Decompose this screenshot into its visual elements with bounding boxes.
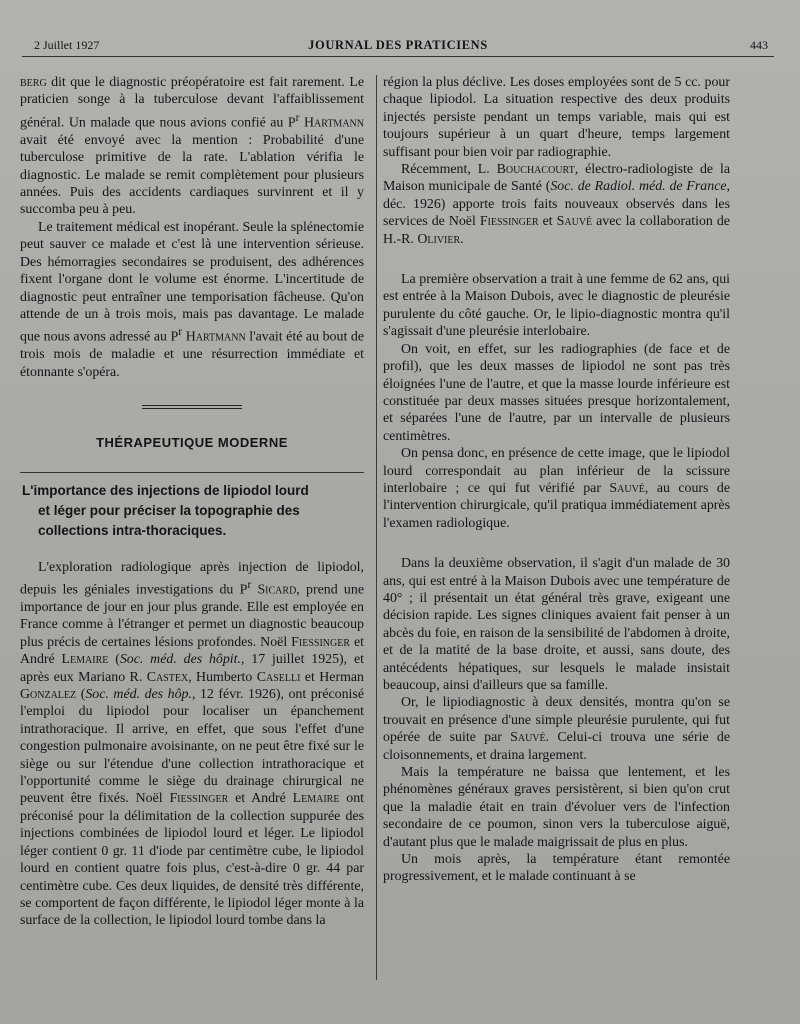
left-column [20,74,364,930]
paragraph: L'exploration radiologique après injection de lipiodol, depuis les géniales investigations du $P^r$ Sicard, prend une importance de jour en jour plus grande. Elle est employée en France comme à l'étranger et permet un diagnostic beaucoup plus précis de certaines lésions profondes. Noël Fiessinger et André Lemaire (Soc. méd. des hôpit., 17 juillet 1925), et après eux Mariano R. Castex, Humberto Caselli et Herman Gonzalez (Soc. méd. des hôp., 12 févr. 1926), ont préconisé l'emploi du lipiodol pour localiser un épanchement intrathoracique. Il arrive, en effet, que sous l'effet d'une congestion pulmonaire avoisinante, on ne peut être fixé sur le siège ou sur l'étendue d'une collection intrathoracique et l'opportunité comme le siège du drainage chirurgical ne peuvent être fixés. Noël Fiessinger et André Lemaire ont préconisé pour la délimitation de la collection suppurée des injections combinées de lipiodol lourd et léger. Le lipiodol léger contient 0 gr. 11 d'iode par centimètre cube, le lipiodol lourd en contient quatre fois plus, c'est-à-dire 0 gr. 44 par centimètre cube. Ces deux liquides, de densité très différente, se comportent de façon différente, le lipiodol léger monte à la surface de la collection, le lipiodol lourd tombe dans la [20,559,364,929]
column-divider [376,75,377,980]
paragraph: Dans la deuxième observation, il s'agit d'un malade de 30 ans, qui est entré à la Maison Dubois avec une température de 40° ; il présentait un état général très grave, exigeant une décision rapide. Les signes cliniques avaient fait penser à un abcès du foie, en raison de la sensibilité de l'abdomen à droite, et de la matité de la base droite, et aussi, sans doute, des antécédents hépatiques, sur lesquels le malade insistait beaucoup, ainsi d'ailleurs que sa famille. [383,556,730,693]
page-number: 443 [750,38,768,52]
section-heading: THÉRAPEUTIQUE MODERNE [96,435,288,451]
paragraph: Le traitement médical est inopérant. Seule la splénectomie peut sauver ce malade et c'est là une intervention sérieuse. Des hémorragies secondaires se produisent, des adhérences fixent l'organe dont le volume est énorme. L'incertitude de diagnostic peut entraîner une temporisation fâcheuse. Qu'on attende de un à trois mois, mais pas davantage. Le malade que nous avons adressé au $P^r$ Hartmann l'avait été au bout de trois mois de maladie et une résurrection immédiate et étonnante s'opéra. [20,219,364,380]
right-column [383,74,730,886]
paragraph: Or, le lipiodiagnostic à deux densités, montra qu'on se trouvait en présence d'une simple pleurésie purulente, qui fut opérée de suite par Sauvé. Celui-ci trouva une série de cloisonnements, et draina largement. [383,695,730,763]
paragraph: berg dit que le diagnostic préopératoire est fait rarement. Le praticien songe à la tuberculose devant l'affaiblissement général. Un malade que nous avions confié au $P^r$ Hartmann avait été envoyé avec la mention : Probabilité d'une tuberculose primitive de la rate. L'ablation vérifia le diagnostic. Le malade se remit complètement pour plusieurs années. Puis des accidents cardiaques survinrent et il y succomba peu à peu. [20,75,364,218]
paragraph: région la plus déclive. Les doses employées sont de 5 cc. pour chaque lipiodol. La situation respective des deux produits injectés persiste pendant un temps variable, mais qui est toujours supérieur à un quart d'heure, temps largement suffisant pour bien voir par radiographie. [383,75,730,160]
paragraph: La première observation a trait à une femme de 62 ans, qui est entrée à la Maison Dubois, avec le diagnostic de pleurésie purulente du côté gauche. Or, le lipio-diagnostic montra qu'il s'agissait d'une pleurésie interlobaire. [383,272,730,340]
paragraph: Mais la température ne baissa que lentement, et les phénomènes généraux graves persistèrent, si bien qu'on crut que la maladie était en train d'évoluer vers de l'infection secondaire de ce poumon, sinon vers la tuberculose aiguë, d'autant plus que le malade maigrissait de plus en plus. [383,765,730,850]
paragraph: Récemment, L. Bouchacourt, électro-radiologiste de la Maison municipale de Santé (Soc. de Radiol. méd. de France, déc. 1926) apporte trois faits nouveaux observés dans les services de Noël Fiessinger et Sauvé avec la collaboration de H.-R. Olivier. [383,162,731,247]
journal-title: JOURNAL DES PRATICIENS [308,38,488,52]
issue-date: 2 Juillet 1927 [34,38,100,52]
title-rule [20,472,364,473]
article-title: L'importance des injections de lipiodol lourd et léger pour préciser la topographie des collections intra-thoraciques. [22,482,309,538]
running-head [22,38,774,56]
paragraph: Un mois après, la température étant remontée progressivement, et le malade continuant à se [383,852,730,885]
section-divider [142,405,242,409]
header-rule [22,56,774,57]
paragraph: On pensa donc, en présence de cette image, que le lipiodol lourd correspondait au plan inférieur de la scissure interlobaire ; ce qui fut vérifié par Sauvé, au cours de l'intervention chirurgicale, qu'il pratiqua immédiatement après l'examen radiologique. [383,446,731,531]
paragraph: On voit, en effet, sur les radiographies (de face et de profil), que les deux masses de lipiodol ne sont pas très éloignées l'une de l'autre, et que la masse lourde inférieure est constituée par deux masses situées presque horizontalement, et séparées l'une de l'autre, par un intervalle de plusieurs centimètres. [383,341,730,444]
